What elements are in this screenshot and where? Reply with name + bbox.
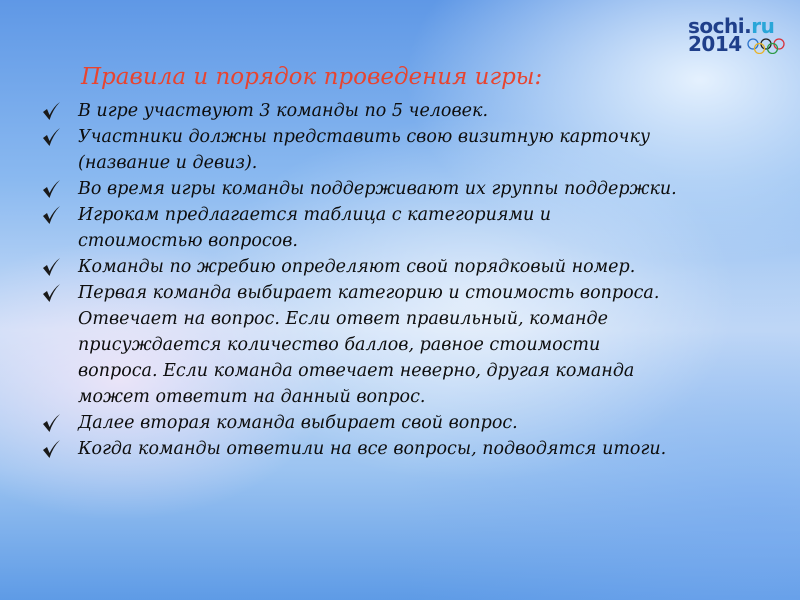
checkmark-icon <box>40 178 62 200</box>
rule-text: В игре участвуют 3 команды по 5 человек. <box>78 101 489 121</box>
checkmark-icon <box>40 126 62 148</box>
rule-item <box>40 98 680 124</box>
logo-text-year: 2014 <box>688 32 742 56</box>
rule-item <box>40 410 680 436</box>
rule-text: Далее вторая команда выбирает свой вопрос. <box>78 413 518 433</box>
rule-text: Участники должны представить свою визитную карточку (название и девиз). <box>78 127 651 173</box>
checkmark-icon <box>40 256 62 278</box>
rule-text: Игрокам предлагается таблица с категориями и стоимостью вопросов. <box>78 205 552 251</box>
sochi-2014-logo <box>688 16 788 60</box>
rule-item <box>40 176 680 202</box>
slide-title: Правила и порядок проведения игры: <box>81 64 543 90</box>
checkmark-icon <box>40 412 62 434</box>
rule-text: Команды по жребию определяют свой порядковый номер. <box>78 257 636 277</box>
rule-text: Во время игры команды поддерживают их группы поддержки. <box>78 179 677 199</box>
rule-item <box>40 436 680 462</box>
rule-text: Когда команды ответили на все вопросы, подводятся итоги. <box>78 439 667 459</box>
checkmark-icon <box>40 282 62 304</box>
rule-item <box>40 280 680 410</box>
rule-text: Первая команда выбирает категорию и стоимость вопроса. Отвечает на вопрос. Если ответ правильный, команде присуждается количество баллов, равное стоимости вопроса. Если команда отвечает неверно, другая команда может ответит на данный вопрос. <box>78 283 660 407</box>
logo-text-accent: ru <box>751 14 775 38</box>
checkmark-icon <box>40 438 62 460</box>
rule-item <box>40 202 680 254</box>
logo-text-main: sochi. <box>688 14 752 38</box>
checkmark-icon <box>40 100 62 122</box>
rule-item <box>40 254 680 280</box>
rules-list <box>40 98 680 462</box>
rule-item <box>40 124 680 176</box>
olympic-rings-icon <box>746 38 786 54</box>
checkmark-icon <box>40 204 62 226</box>
